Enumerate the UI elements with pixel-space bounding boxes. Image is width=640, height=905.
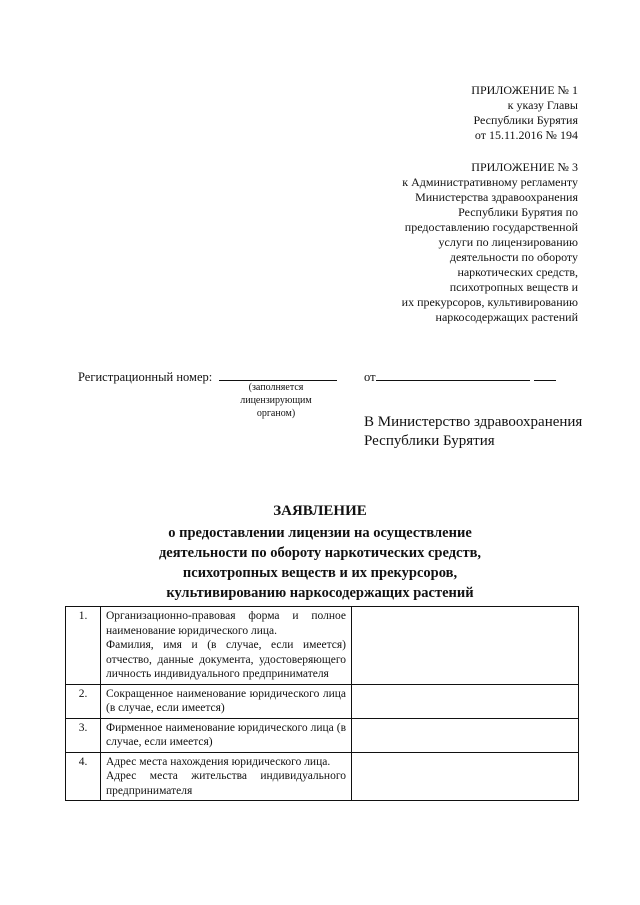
appendix-3-line: предоставлению государственной — [404, 220, 578, 234]
appendix-3-line: их прекурсоров, культивированию — [401, 295, 578, 309]
addressee-line: В Министерство здравоохранения — [364, 414, 583, 430]
appendix-3-line: психотропных веществ и — [449, 280, 578, 294]
application-form-table — [65, 606, 579, 801]
appendix-3-line: наркотических средств, — [457, 265, 578, 279]
table-row — [66, 607, 579, 685]
appendix-3-line: ПРИЛОЖЕНИЕ № 3 — [471, 160, 578, 174]
appendix-1-line: к указу Главы — [507, 98, 578, 112]
row-number: 3. — [66, 718, 101, 752]
appendix-3-line: к Административному регламенту — [402, 175, 578, 189]
addressee-line: Республики Бурятия — [364, 433, 495, 449]
registration-note — [232, 381, 320, 420]
appendix-3-line: Республики Бурятия по — [458, 205, 578, 219]
table-row — [66, 684, 579, 718]
row-description — [101, 718, 352, 752]
row-paragraph: Адрес места нахождения юридического лица. — [106, 755, 331, 768]
from-blank-2[interactable] — [534, 368, 556, 381]
appendix-1-line: Республики Бурятия — [473, 113, 578, 127]
registration-number-blank[interactable] — [219, 368, 337, 381]
appendix-1-line: ПРИЛОЖЕНИЕ № 1 — [471, 83, 578, 97]
registration-note-line: органом) — [256, 408, 296, 419]
from-label: от — [364, 370, 376, 384]
row-number: 1. — [66, 607, 101, 685]
row-paragraph: Фирменное наименование юридического лица (в случае, если имеется) — [106, 721, 346, 748]
row-number: 2. — [66, 684, 101, 718]
addressee — [364, 413, 582, 451]
row-value-cell[interactable] — [352, 752, 579, 801]
appendix-1-line: от 15.11.2016 № 194 — [474, 128, 578, 142]
row-description — [101, 684, 352, 718]
row-description — [101, 752, 352, 801]
row-paragraph: Организационно-правовая форма и полное наименование юридического лица. — [106, 610, 346, 637]
registration-note-line: лицензирующим — [240, 395, 312, 406]
appendix-3-line: услуги по лицензированию — [438, 235, 578, 249]
from-blank-1[interactable] — [376, 368, 530, 381]
table-row — [66, 718, 579, 752]
row-paragraph: Адрес места жительства индивидуального предпринимателя — [106, 770, 346, 797]
table-row — [66, 752, 579, 801]
row-paragraph: Фамилия, имя и (в случае, если имеется) отчество, данные документа, удостоверяющего личность индивидуального предпринимателя — [106, 639, 346, 680]
appendix-1-header — [471, 83, 578, 143]
row-paragraph: Сокращенное наименование юридического лица (в случае, если имеется) — [106, 687, 346, 714]
registration-number-label: Регистрационный номер: — [78, 370, 213, 384]
appendix-3-line: деятельности по обороту — [449, 250, 578, 264]
row-value-cell[interactable] — [352, 607, 579, 685]
row-number: 4. — [66, 752, 101, 801]
document-title-line: культивированию наркосодержащих растений — [166, 585, 474, 601]
document-title-main: ЗАЯВЛЕНИЕ — [273, 503, 367, 519]
row-description — [101, 607, 352, 685]
appendix-3-line: наркосодержащих растений — [435, 310, 578, 324]
row-value-cell[interactable] — [352, 684, 579, 718]
document-title-line: деятельности по обороту наркотических средств, — [158, 545, 482, 561]
appendix-3-header — [402, 160, 578, 325]
document-title-line: о предоставлении лицензии на осуществление — [168, 525, 472, 541]
document-title-line: психотропных веществ и их прекурсоров, — [182, 565, 458, 581]
registration-note-line: (заполняется — [248, 382, 304, 393]
row-value-cell[interactable] — [352, 718, 579, 752]
appendix-3-line: Министерства здравоохранения — [415, 190, 578, 204]
from-field — [364, 368, 556, 385]
document-title — [0, 501, 640, 603]
